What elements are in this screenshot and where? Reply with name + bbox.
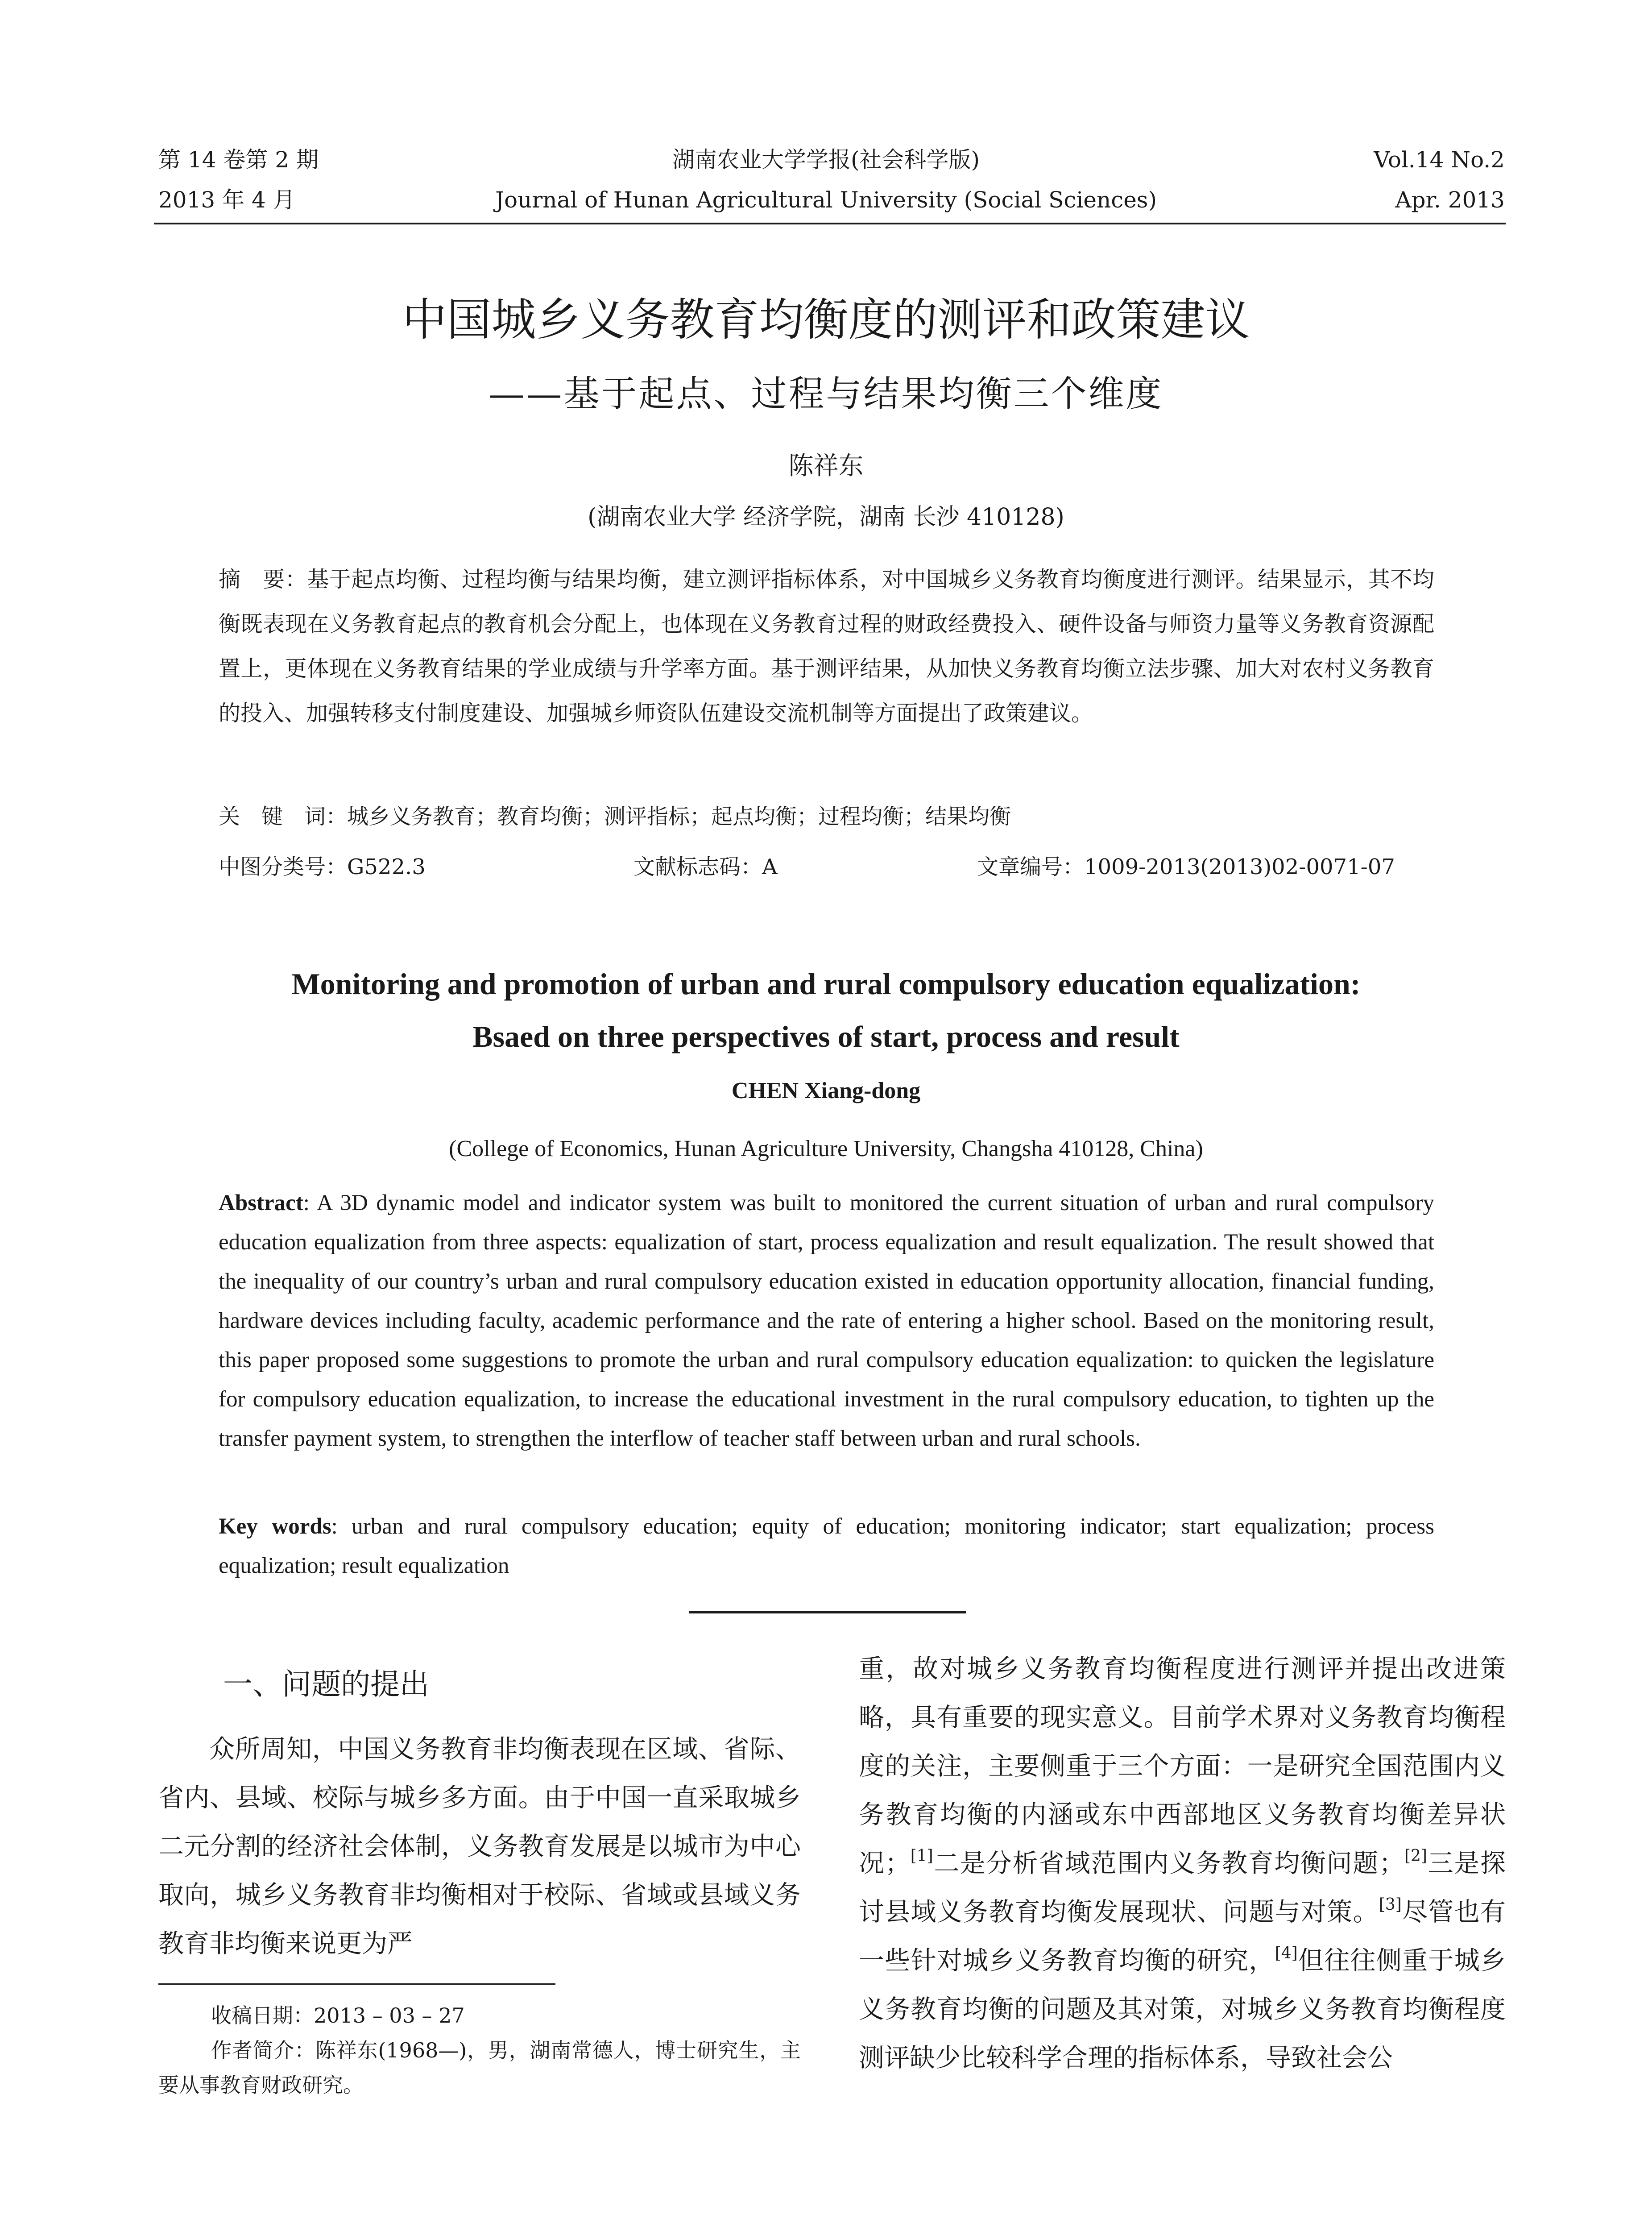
header-journal-cn: 湖南农业大学学报(社会科学版): [672, 147, 980, 173]
abstract-en-label: Abstract: [219, 1190, 303, 1215]
affiliation-en: (College of Economics, Hunan Agriculture University, Changsha 410128, China): [449, 1136, 1203, 1161]
abstract-cn-text: 基于起点均衡、过程均衡与结果均衡，建立测评指标体系，对中国城乡义务教育均衡度进行测评。结果显示，其不均衡既表现在义务教育起点的教育机会分配上，也体现在义务教育过程的财政经费投入、硬件设备与师资力量等义务教育资源配置上，更体现在义务教育结果的学业成绩与升学率方面。基于测评结果，从加快义务教育均衡立法步骤、加大对农村义务教育的投入、加强转移支付制度建设、加强城乡师资队伍建设交流机制等方面提出了政策建议。: [219, 567, 1434, 726]
header-rule: [154, 223, 1506, 224]
abstract-cn: [219, 557, 1434, 736]
author-bio-text: 陈祥东(1968—)，男，湖南常德人，博士研究生，主要从事教育财政研究。: [158, 2038, 801, 2097]
keywords-en: [219, 1507, 1434, 1585]
author-en: CHEN Xiang-dong: [731, 1078, 921, 1103]
header-journal-en: Journal of Hunan Agricultural University (Social Sciences): [495, 187, 1157, 213]
keywords-cn-text: 城乡义务教育；教育均衡；测评指标；起点均衡；过程均衡；结果均衡: [347, 804, 1011, 829]
header-volume-issue-cn: 第 14 卷第 2 期: [158, 147, 319, 173]
keywords-en-label: Key words: [219, 1514, 331, 1539]
header-date-en: Apr. 2013: [1395, 187, 1505, 213]
citation-1: [1]: [910, 1847, 933, 1865]
article-number: [977, 851, 1395, 883]
footnote-author-bio: [158, 2033, 801, 2102]
citation-4: [4]: [1275, 1944, 1298, 1962]
affiliation-cn: (湖南农业大学 经济学院，湖南 长沙 410128): [588, 504, 1064, 531]
keywords-cn-label: 关 键 词：: [219, 804, 348, 829]
received-date: 2013 – 03 – 27: [314, 2003, 465, 2028]
article-no-value: 1009-2013(2013)02-0071-07: [1084, 854, 1395, 879]
body-right-seg2: 二是分析省域范围内义务教育均衡问题；: [933, 1849, 1404, 1878]
body-right-seg4: 尽管也有一些针对城乡义务教育均衡的研究，: [859, 1897, 1506, 1975]
article-title-en-line2: Bsaed on three perspectives of start, process and result: [472, 1020, 1180, 1053]
article-title-en-line1: Monitoring and promotion of urban and rural compulsory education equalization:: [291, 967, 1361, 1001]
abstract-cn-label: 摘 要：: [219, 567, 307, 592]
clc-number: [219, 851, 426, 883]
doc-code-label: 文献标志码：: [633, 854, 762, 879]
abstract-en: [219, 1183, 1434, 1458]
footnote-rule: [158, 1983, 555, 1985]
clc-value: G522.3: [347, 854, 426, 879]
citation-2: [2]: [1404, 1847, 1427, 1865]
received-label: 收稿日期：: [211, 2003, 314, 2028]
author-bio-label: 作者简介：: [211, 2038, 315, 2062]
section-heading: 一、问题的提出: [223, 1667, 429, 1701]
article-no-label: 文章编号：: [977, 854, 1085, 879]
keywords-en-text: : urban and rural compulsory education; equity of education; monitoring indicator; start equalization; process equalization; result equalization: [219, 1514, 1435, 1578]
document-code: [633, 851, 778, 883]
body-right-seg1: 重，故对城乡义务教育均衡程度进行测评并提出改进策略，具有重要的现实意义。目前学术界对义务教育均衡程度的关注，主要侧重于三个方面：一是研究全国范围内义务教育均衡的内涵或东中西部地区义务教育均衡差异状况；: [859, 1654, 1506, 1878]
abstract-en-text: : A 3D dynamic model and indicator system was built to monitored the current situation of urban and rural compulsory education equalization from three aspects: equalization of start, process equalization and result equalization. The result showed that the inequality of our country’s urban and rural compulsory education existed in education opportunity allocation, financial funding, hardware devices including faculty, academic performance and the rate of entering a higher school. Based on the monitoring result, this paper proposed some suggestions to promote the urban and rural compulsory education equalization: to quicken the legislature for compulsory education equalization, to increase the educational investment in the rural compulsory education, to tighten up the transfer payment system, to strengthen the interflow of teacher staff between urban and rural schools.: [219, 1190, 1434, 1451]
article-title-cn: 中国城乡义务教育均衡度的测评和政策建议: [402, 294, 1250, 346]
abstract-separator: [689, 1611, 966, 1613]
body-paragraph-left: 众所周知，中国义务教育非均衡表现在区域、省际、省内、县域、校际与城乡多方面。由于中国一直采取城乡二元分割的经济社会体制，义务教育发展是以城市为中心取向，城乡义务教育非均衡相对于校际、省域或县域义务教育非均衡来说更为严: [158, 1734, 801, 1958]
author-cn: 陈祥东: [788, 452, 864, 481]
article-subtitle-cn: ——基于起点、过程与结果均衡三个维度: [489, 373, 1163, 415]
citation-3: [3]: [1379, 1895, 1402, 1914]
header-volume-issue-en: Vol.14 No.2: [1374, 147, 1505, 173]
footnote-received: [158, 1998, 801, 2033]
header-date-cn: 2013 年 4 月: [158, 187, 295, 213]
keywords-cn: [219, 801, 1011, 832]
doc-code-value: A: [762, 854, 778, 879]
body-right-seg3: 三是探讨县域义务教育均衡发展现状、问题与对策。: [859, 1849, 1506, 1927]
clc-label: 中图分类号：: [219, 854, 348, 879]
body-right-seg5: 但往往侧重于城乡义务教育均衡的问题及其对策，对城乡义务教育均衡程度测评缺少比较科学合理的指标体系，导致社会公: [859, 1946, 1506, 2073]
body-paragraph-right: [859, 1645, 1506, 2082]
